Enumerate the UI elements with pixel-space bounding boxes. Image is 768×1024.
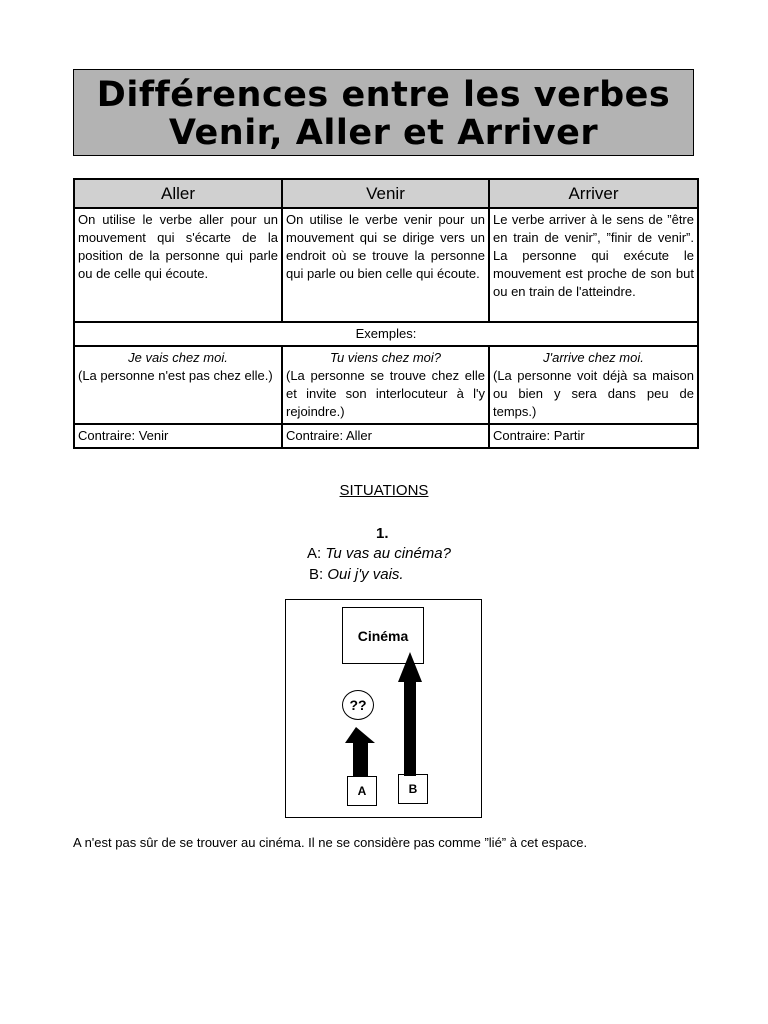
dialogue-line-b: [309, 566, 404, 583]
example-note: (La personne n'est pas chez elle.): [78, 368, 273, 383]
example-sentence: Tu viens chez moi?: [329, 350, 442, 365]
opposite-aller: Contraire: Venir: [74, 424, 282, 448]
dialogue-line-a: [307, 545, 451, 562]
example-sentence: J'arrive chez moi.: [543, 350, 644, 365]
example-sentence: Je vais chez moi.: [128, 350, 228, 365]
situation-number: 1.: [376, 525, 389, 542]
speaker-b: B:: [309, 566, 324, 583]
title-line-1: Différences entre les verbes: [96, 75, 671, 115]
line-a-text: Tu vas au cinéma?: [325, 545, 451, 562]
person-a-box: A: [347, 776, 377, 806]
definition-aller: On utilise le verbe aller pour un mouvement qui s'écarte de la position de la personne qui parle ou de celle qui écoute.: [74, 208, 282, 322]
header-venir: Venir: [282, 179, 489, 208]
cinema-box: Cinéma: [342, 607, 424, 664]
situation-caption: A n'est pas sûr de se trouver au cinéma. Il ne se considère pas comme ”lié” à cet espace.: [73, 835, 588, 850]
opposite-venir: Contraire: Aller: [282, 424, 489, 448]
title-line-2: Venir, Aller et Arriver: [168, 113, 599, 153]
definition-row: [74, 208, 698, 322]
definition-venir: On utilise le verbe venir pour un mouvement qui se dirige vers un endroit où se trouve la personne qui parle ou bien celle qui écoute.: [282, 208, 489, 322]
arrow-a: [345, 727, 375, 776]
opposite-arriver: Contraire: Partir: [489, 424, 698, 448]
speaker-a: A:: [307, 545, 322, 562]
example-venir: [282, 346, 489, 424]
question-bubble: ??: [342, 690, 374, 720]
definition-arriver: Le verbe arriver à le sens de ”être en train de venir”, ”finir de venir”. La personne qui exécute le mouvement est proche de son but ou en train de l'atteindre.: [489, 208, 698, 322]
opposites-row: [74, 424, 698, 448]
examples-row: [74, 346, 698, 424]
table-header-row: [74, 179, 698, 208]
line-b-text: Oui j'y vais.: [327, 566, 404, 583]
arrow-b: [398, 652, 422, 776]
header-arriver: Arriver: [489, 179, 698, 208]
situations-heading: SITUATIONS: [339, 482, 429, 499]
example-aller: [74, 346, 282, 424]
header-aller: Aller: [74, 179, 282, 208]
title-banner: [73, 69, 694, 156]
verbs-table: [73, 178, 699, 449]
example-arriver: [489, 346, 698, 424]
person-b-box: B: [398, 774, 428, 804]
situation-diagram: [285, 599, 482, 818]
example-note: (La personne voit déjà sa maison ou bien y sera dans peu de temps.): [493, 368, 694, 419]
example-note: (La personne se trouve chez elle et invite son interlocuteur à l'y rejoindre.): [286, 368, 485, 419]
examples-label-row: [74, 322, 698, 346]
examples-label: Exemples:: [74, 322, 698, 346]
